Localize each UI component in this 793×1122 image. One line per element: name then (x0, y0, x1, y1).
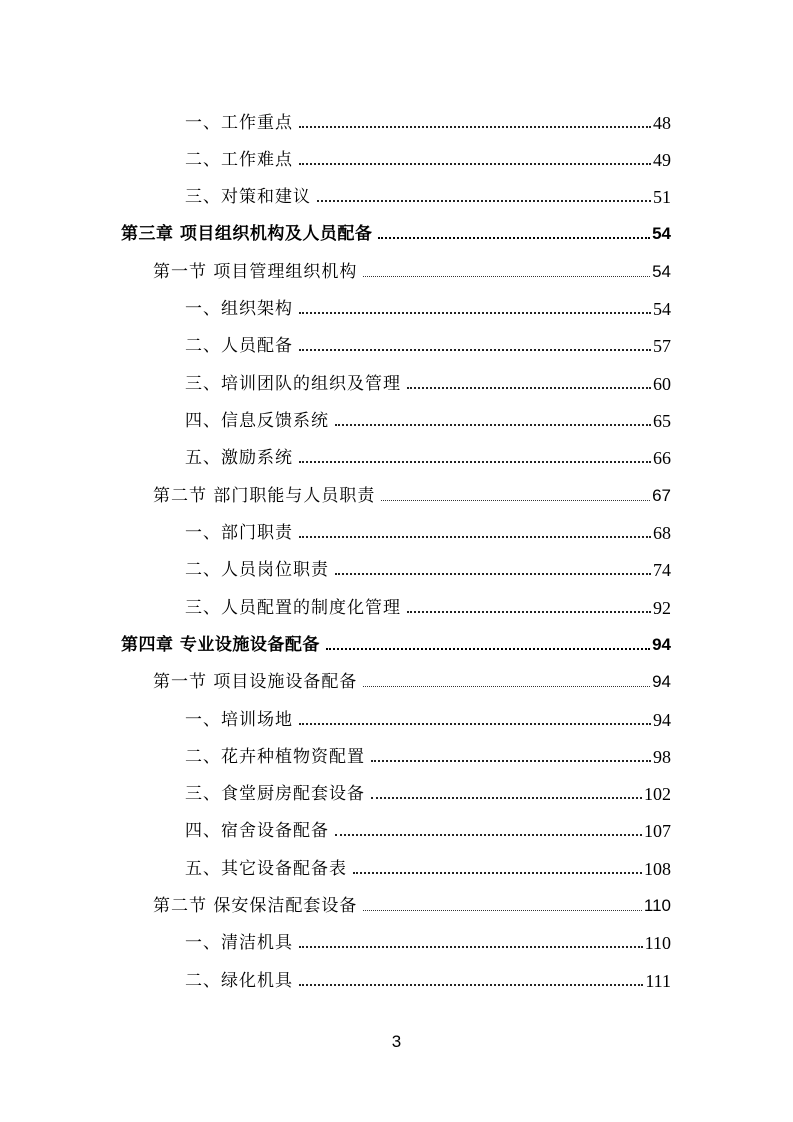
toc-entry-chapter[interactable] (121, 626, 671, 656)
toc-entry-page-number: 94 (652, 672, 671, 691)
toc-entry-item[interactable] (185, 589, 671, 619)
toc-entry-item[interactable] (185, 290, 671, 320)
toc-entry-page-number: 107 (644, 821, 671, 841)
dot-leader (317, 200, 651, 202)
toc-entry-item[interactable] (185, 850, 671, 880)
toc-entry-page-number: 102 (644, 784, 671, 804)
toc-entry-page-number: 110 (644, 933, 671, 953)
dot-leader (363, 910, 641, 911)
dot-leader (299, 349, 651, 351)
toc-entry-page-number: 54 (652, 224, 671, 243)
dot-leader (363, 276, 650, 277)
page-number: 3 (391, 1032, 402, 1051)
toc-entry-title: 第二节 部门职能与人员职责 (153, 486, 376, 506)
dot-leader (299, 126, 651, 128)
dot-leader (299, 163, 651, 165)
toc-entry-chapter[interactable] (121, 215, 671, 245)
toc-entry-title: 第一节 项目管理组织机构 (153, 262, 358, 282)
toc-entry-page-number: 68 (653, 523, 671, 543)
dot-leader (335, 834, 642, 836)
toc-entry-title: 一、工作重点 (185, 113, 293, 133)
toc-entry-page-number: 51 (653, 187, 671, 207)
toc-entry-item[interactable] (185, 439, 671, 469)
toc-entry-item[interactable] (185, 178, 671, 208)
toc-entry-page-number: 94 (652, 635, 671, 654)
toc-entry-item[interactable] (185, 924, 671, 954)
toc-entry-title: 二、工作难点 (185, 150, 293, 170)
toc-entry-item[interactable] (185, 402, 671, 432)
toc-entry-item[interactable] (185, 812, 671, 842)
toc-entry-item[interactable] (185, 104, 671, 134)
toc-entry-title: 第三章 项目组织机构及人员配备 (121, 224, 373, 244)
toc-entry-title: 二、人员配备 (185, 336, 293, 356)
toc-entry-item[interactable] (185, 551, 671, 581)
dot-leader (299, 984, 643, 986)
toc-entry-title: 二、人员岗位职责 (185, 560, 329, 580)
toc-entry-page-number: 54 (653, 299, 671, 319)
toc-entry-item[interactable] (185, 141, 671, 171)
toc-entry-page-number: 74 (653, 560, 671, 580)
dot-leader (326, 648, 650, 650)
toc-entry-item[interactable] (185, 738, 671, 768)
toc-entry-page-number: 108 (644, 859, 671, 879)
toc-entry-title: 第四章 专业设施设备配备 (121, 635, 320, 655)
toc-entry-item[interactable] (185, 701, 671, 731)
toc-entry-page-number: 67 (652, 486, 671, 505)
dot-leader (381, 500, 650, 501)
toc-entry-item[interactable] (185, 514, 671, 544)
toc-entry-title: 三、食堂厨房配套设备 (185, 784, 365, 804)
dot-leader (371, 760, 651, 762)
toc-entry-title: 三、人员配置的制度化管理 (185, 598, 401, 618)
toc-entry-section[interactable] (153, 887, 671, 917)
dot-leader (407, 611, 651, 613)
toc-entry-title: 四、宿舍设备配备 (185, 821, 329, 841)
toc-entry-title: 一、组织架构 (185, 299, 293, 319)
toc-entry-page-number: 111 (645, 971, 671, 991)
toc-entry-item[interactable] (185, 365, 671, 395)
toc-entry-section[interactable] (153, 253, 671, 283)
dot-leader (371, 797, 642, 799)
toc-entry-page-number: 66 (653, 448, 671, 468)
toc-entry-title: 一、部门职责 (185, 523, 293, 543)
dot-leader (299, 946, 643, 948)
toc-entry-page-number: 98 (653, 747, 671, 767)
toc-entry-page-number: 54 (652, 262, 671, 281)
dot-leader (299, 312, 651, 314)
dot-leader (335, 424, 651, 426)
toc-entry-section[interactable] (153, 477, 671, 507)
dot-leader (353, 872, 642, 874)
toc-entry-title: 一、清洁机具 (185, 933, 293, 953)
toc-entry-title: 第一节 项目设施设备配备 (153, 672, 358, 692)
dot-leader (407, 387, 651, 389)
toc-entry-page-number: 57 (653, 336, 671, 356)
toc-entry-title: 第二节 保安保洁配套设备 (153, 896, 358, 916)
toc-entry-page-number: 48 (653, 113, 671, 133)
toc-entry-title: 四、信息反馈系统 (185, 411, 329, 431)
toc-entry-title: 三、对策和建议 (185, 187, 311, 207)
toc-entry-title: 二、花卉种植物资配置 (185, 747, 365, 767)
toc-entry-item[interactable] (185, 327, 671, 357)
toc-entry-page-number: 65 (653, 411, 671, 431)
toc-entry-title: 五、激励系统 (185, 448, 293, 468)
toc-entry-page-number: 92 (653, 598, 671, 618)
dot-leader (363, 686, 650, 687)
dot-leader (378, 237, 650, 239)
toc-entry-page-number: 49 (653, 150, 671, 170)
toc-entry-title: 五、其它设备配备表 (185, 859, 347, 879)
toc-entry-title: 一、培训场地 (185, 710, 293, 730)
toc-entry-item[interactable] (185, 962, 671, 992)
toc-entry-page-number: 60 (653, 374, 671, 394)
dot-leader (335, 573, 651, 575)
dot-leader (299, 461, 651, 463)
toc-entry-page-number: 94 (653, 710, 671, 730)
dot-leader (299, 536, 651, 538)
toc-entry-title: 三、培训团队的组织及管理 (185, 374, 401, 394)
toc-entry-title: 二、绿化机具 (185, 971, 293, 991)
toc-entry-item[interactable] (185, 775, 671, 805)
dot-leader (299, 723, 651, 725)
toc-entry-section[interactable] (153, 663, 671, 693)
toc-entry-page-number: 110 (643, 896, 671, 915)
